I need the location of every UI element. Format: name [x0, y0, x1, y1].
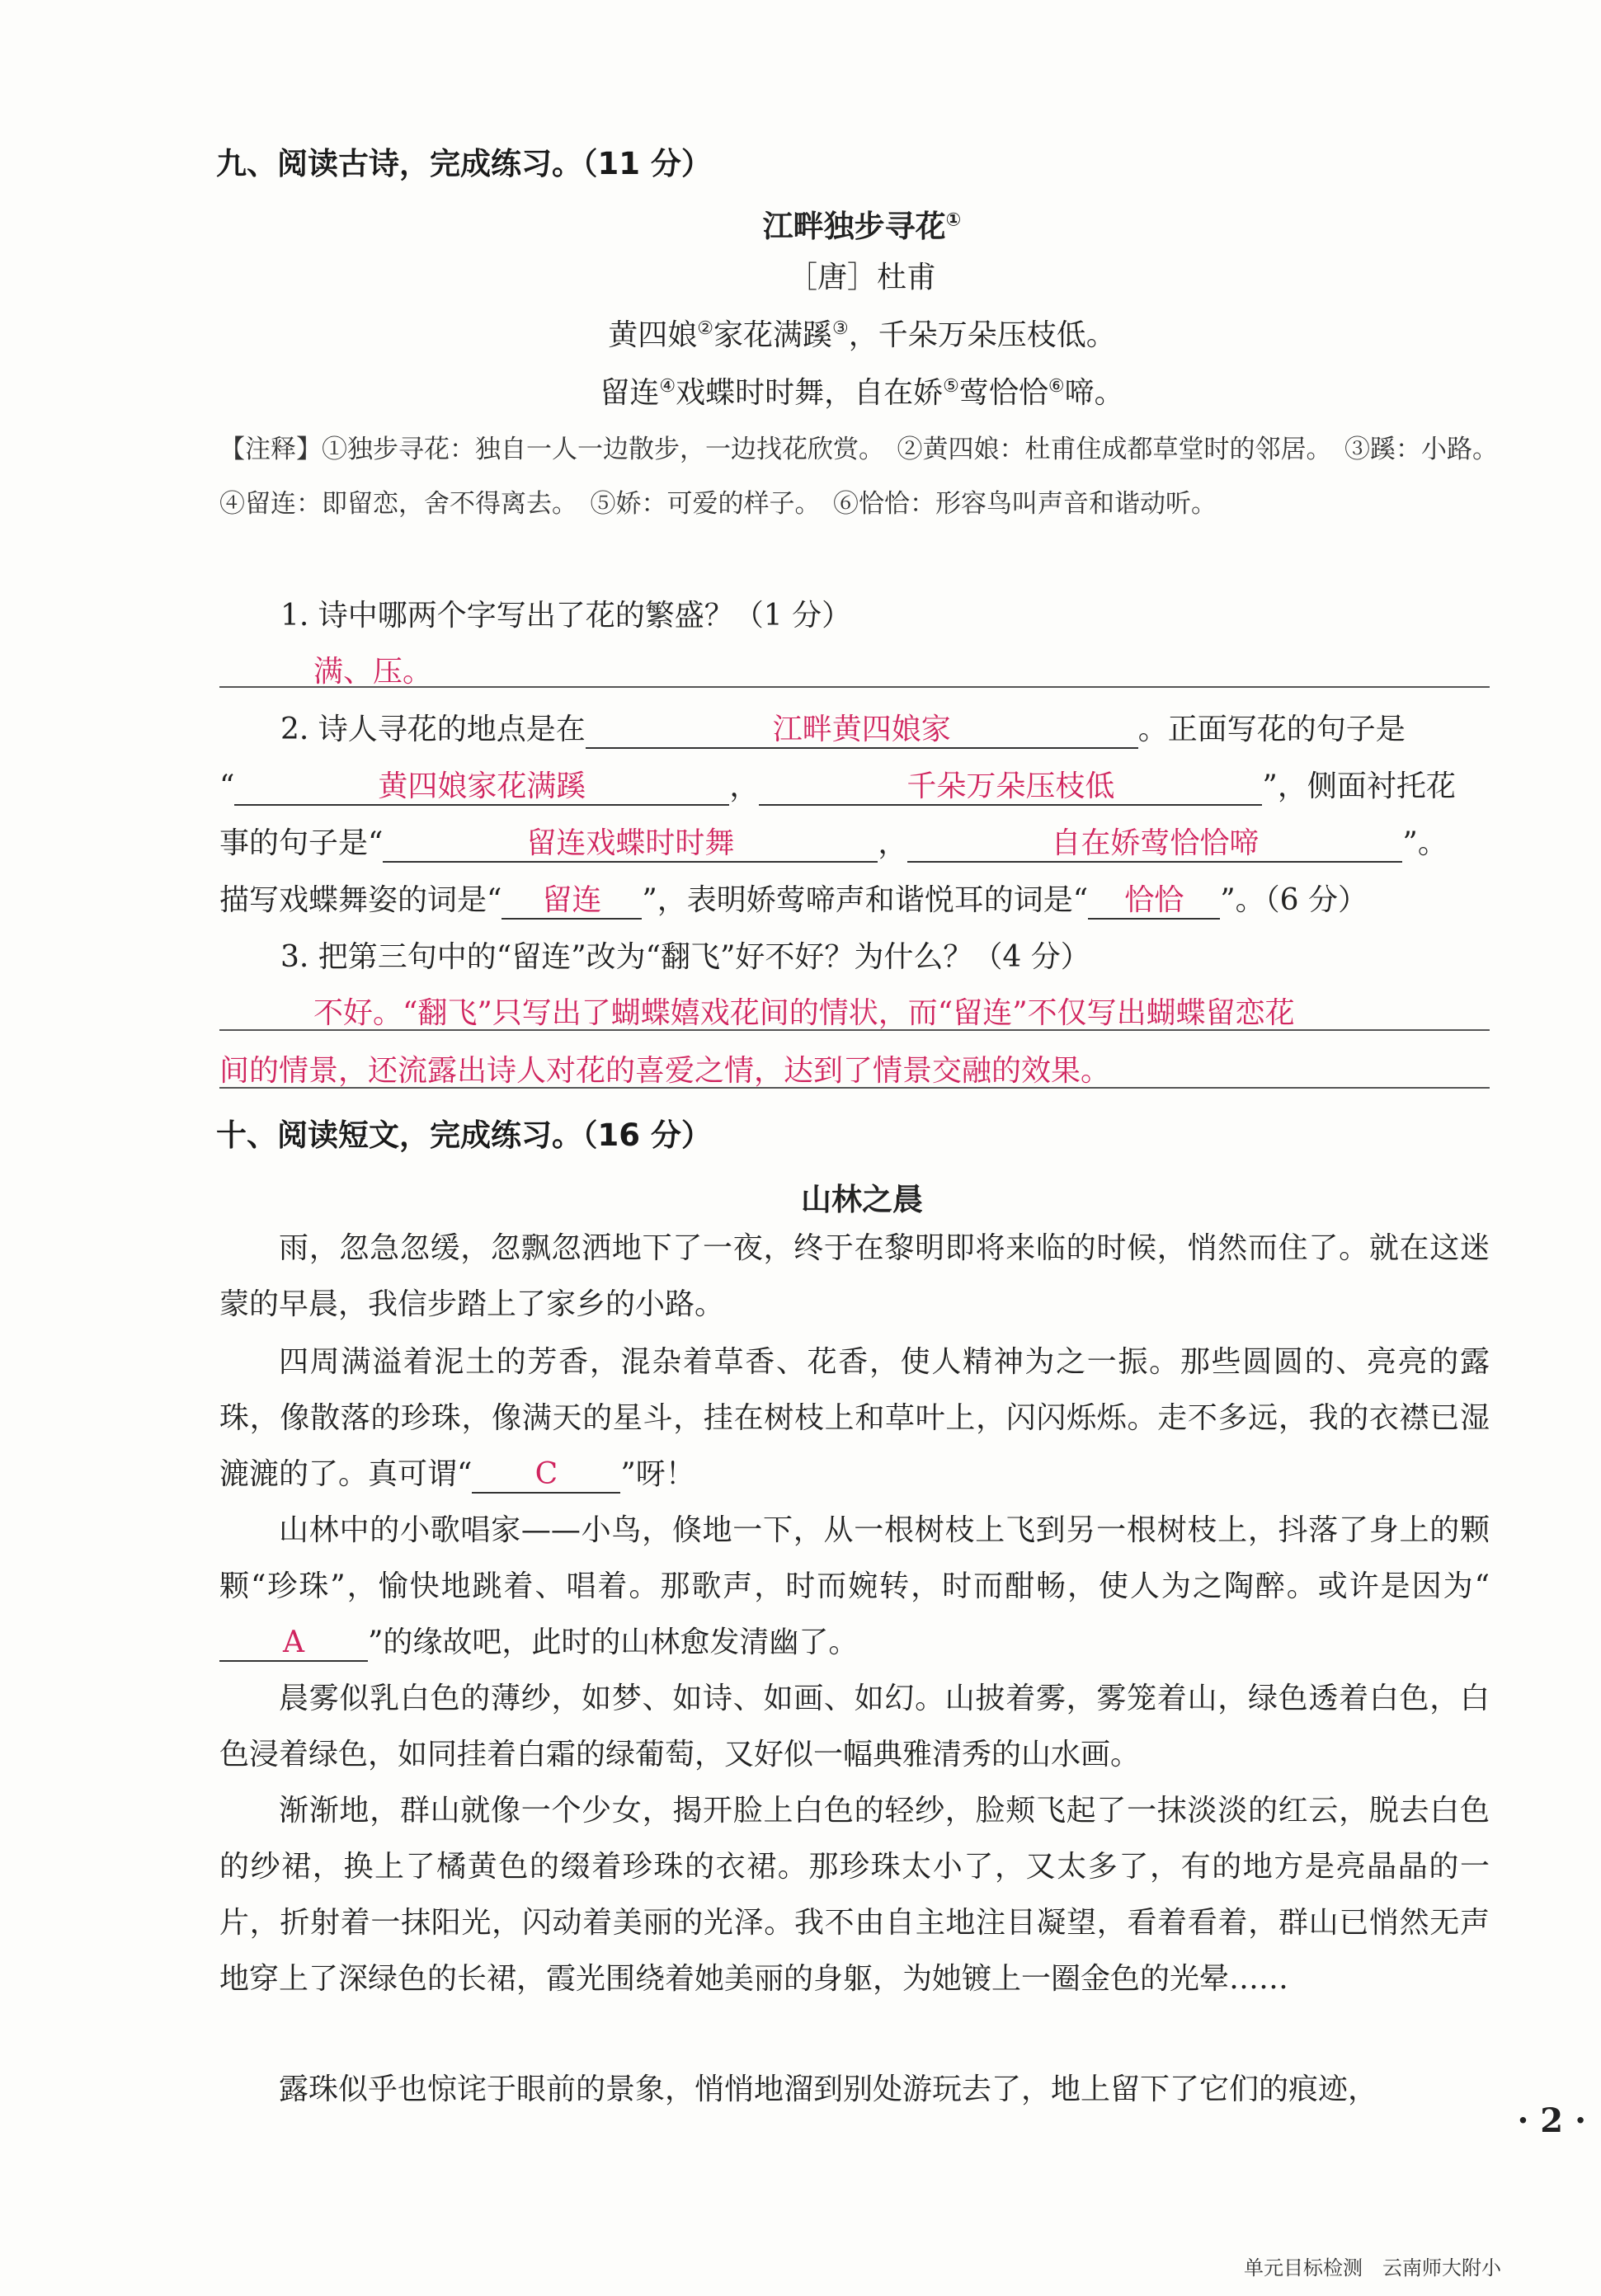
question-3: 3. 把第三句中的“留连”改为“翻飞”好不好？为什么？（4 分）	[280, 940, 1090, 974]
section-9-title: 九、阅读古诗，完成练习。（11 分）	[216, 146, 712, 181]
question-2-row-4: 描写戏蝶舞姿的词是“ 留连 ”，表明娇莺啼声和谐悦耳的词是“ 恰恰 ”。（6 分）	[219, 877, 1490, 920]
paragraph-5: 渐渐地，群山就像一个少女，揭开脸上白色的轻纱，脸颊飞起了一抹淡淡的红云，脱去白色的纱裙，换上了橘黄色的缀着珍珠的衣裙。那珍珠太小了，又太多了，有的地方是亮晶晶的一片，折射着一抹阳光，闪动着美丽的光泽。我不由自主地注目凝望，看着看着，群山已悄然无声地穿上了深绿色的长裙，霞光围绕着她美丽的身躯，为她镀上一圈金色的光晕……	[219, 1794, 1490, 1996]
blank-butterfly-word[interactable]: 留连	[501, 882, 642, 920]
answer-1-line	[219, 686, 1490, 688]
blank-side-line-2[interactable]: 自在娇莺恰恰啼	[907, 826, 1402, 863]
poem-author: ［唐］杜甫	[787, 261, 936, 294]
poem-line-1: 黄四娘②家花满蹊③，千朵万朵压枝低。	[608, 318, 1116, 352]
paragraph-4: 晨雾似乳白色的薄纱，如梦、如诗、如画、如幻。山披着雾，雾笼着山，绿色透着白色，白色浸着绿色，如同挂着白霜的绿葡萄，又好似一幅典雅清秀的山水画。	[219, 1682, 1490, 1771]
page-number: · 2 ·	[1517, 2101, 1586, 2140]
question-2-row-1: 2. 诗人寻花的地点是在 江畔黄四娘家 。正面写花的句子是	[280, 706, 1551, 749]
paragraph-3: 山林中的小歌唱家——小鸟，倏地一下，从一根树枝上飞到另一根树枝上，抖落了身上的颗颗“珍珠”，愉快地跳着、唱着。那歌声，时而婉转，时而酣畅，使人为之陶醉。或许是因为“A ”的缘故吧，此时的山林愈发清幽了。	[219, 1503, 1490, 1671]
question-2-row-3: 事的句子是“ 留连戏蝶时时舞 ， 自在娇莺恰恰啼 ”。	[219, 820, 1490, 863]
poem-notes: 【注释】①独步寻花：独自一人一边散步，一边找花欣赏。 ②黄四娘：杜甫住成都草堂时的邻居。 ③蹊：小路。 ④留连：即留恋，舍不得离去。 ⑤娇：可爱的样子。 ⑥恰恰：形容鸟叫声音和谐动听。	[219, 435, 1511, 519]
blank-paragraph-3[interactable]: A	[219, 1625, 368, 1662]
poem-line-2: 留连④戏蝶时时舞，自在娇⑤莺恰恰⑥啼。	[600, 376, 1124, 410]
blank-front-line-2[interactable]: 千朵万朵压枝低	[759, 769, 1262, 806]
blank-oriole-word[interactable]: 恰恰	[1088, 882, 1220, 920]
answer-3-rule-1	[219, 1029, 1490, 1031]
article-title: 山林之晨	[801, 1182, 923, 1217]
answer-1: 满、压。	[313, 655, 433, 689]
paragraph-2: 四周满溢着泥土的芳香，混杂着草香、花香，使人精神为之一振。那些圆圆的、亮亮的露珠，像散落的珍珠，像满天的星斗，挂在树枝上和草叶上，闪闪烁烁。走不多远，我的衣襟已湿漉漉的了。真可谓“ C ”呀！	[219, 1334, 1490, 1503]
answer-3-line-2: 间的情景，还流露出诗人对花的喜爱之情，达到了情景交融的效果。	[219, 1054, 1111, 1088]
blank-location[interactable]: 江畔黄四娘家	[586, 712, 1138, 749]
section-10-title: 十、阅读短文，完成练习。（16 分）	[216, 1117, 712, 1153]
footer-text: 单元目标检测 云南师大附小	[1244, 2256, 1501, 2280]
answer-3-rule-2	[219, 1087, 1490, 1089]
blank-front-line-1[interactable]: 黄四娘家花满蹊	[234, 769, 729, 806]
question-2-row-2: “ 黄四娘家花满蹊 ， 千朵万朵压枝低 ”，侧面衬托花	[219, 763, 1490, 806]
blank-paragraph-2[interactable]: C	[472, 1456, 620, 1494]
answer-3-line-1: 不好。“翻飞”只写出了蝴蝶嬉戏花间的情状，而“留连”不仅写出蝴蝶留恋花	[313, 996, 1295, 1030]
paragraph-6: 露珠似乎也惊诧于眼前的景象，悄悄地溜到别处游玩去了，地上留下了它们的痕迹，	[279, 2073, 1378, 2106]
poem-title: 江畔独步寻花①	[762, 209, 962, 244]
question-1: 1. 诗中哪两个字写出了花的繁盛？（1 分）	[280, 599, 852, 633]
blank-side-line-1[interactable]: 留连戏蝶时时舞	[383, 826, 878, 863]
paragraph-1: 雨，忽急忽缓，忽飘忽洒地下了一夜，终于在黎明即将来临的时候，悄然而住了。就在这迷蒙的早晨，我信步踏上了家乡的小路。	[219, 1231, 1490, 1321]
